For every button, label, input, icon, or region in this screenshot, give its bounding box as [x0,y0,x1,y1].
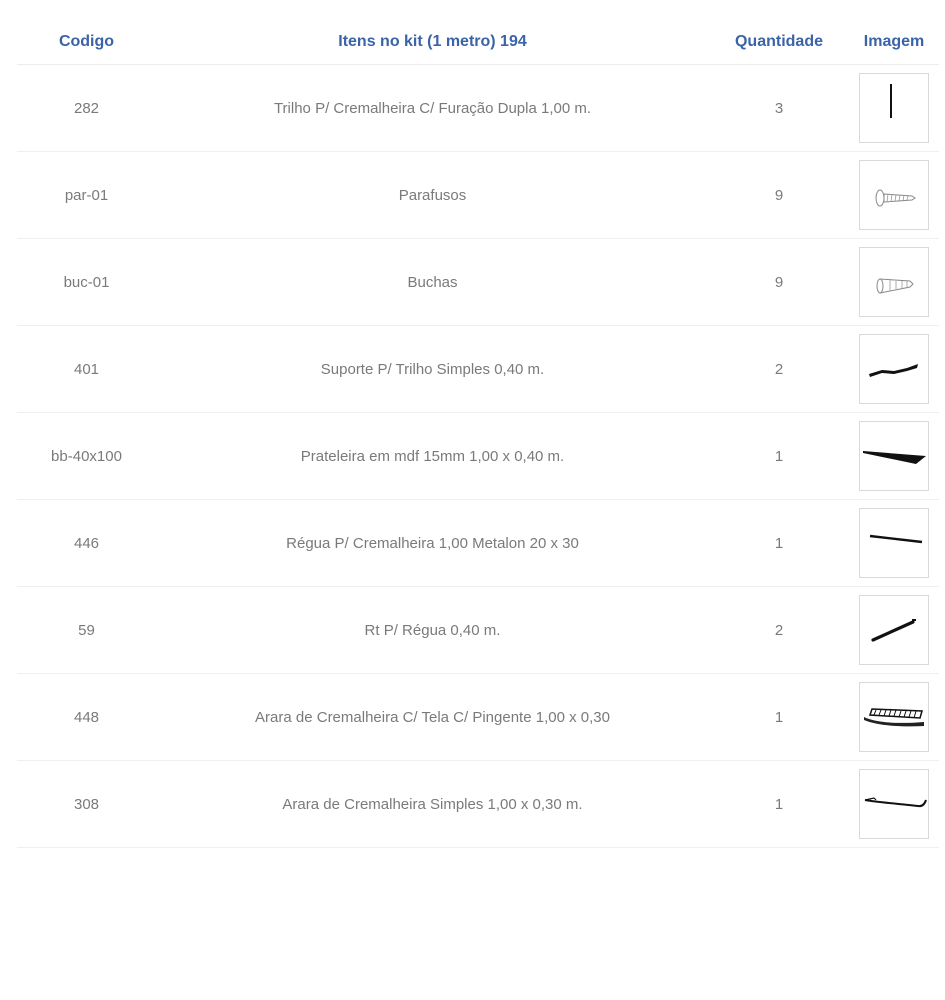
table-row [17,674,939,761]
table-header-row [17,20,939,65]
screw-icon[interactable] [859,160,929,230]
cell-item: Buchas [156,239,709,326]
cell-image [849,587,939,674]
cell-item: Parafusos [156,152,709,239]
cell-item: Arara de Cremalheira Simples 1,00 x 0,30 m. [156,761,709,848]
cell-image [849,152,939,239]
table-row [17,326,939,413]
cell-item: Trilho P/ Cremalheira C/ Furação Dupla 1,00 m. [156,65,709,152]
cell-quantity: 1 [709,761,849,848]
cell-quantity: 1 [709,500,849,587]
cell-image [849,674,939,761]
table-row [17,413,939,500]
cell-code: bb-40x100 [17,413,156,500]
cell-code: 59 [17,587,156,674]
header-quantity: Quantidade [709,20,849,65]
rack-with-mesh-icon[interactable] [859,682,929,752]
cell-code: 282 [17,65,156,152]
cell-code: par-01 [17,152,156,239]
table-row [17,587,939,674]
cell-image [849,413,939,500]
cell-image [849,239,939,326]
cell-item: Régua P/ Cremalheira 1,00 Metalon 20 x 30 [156,500,709,587]
wall-plug-icon[interactable] [859,247,929,317]
cell-code: buc-01 [17,239,156,326]
bracket-icon[interactable] [859,334,929,404]
simple-rack-icon[interactable] [859,769,929,839]
cell-code: 401 [17,326,156,413]
cell-quantity: 1 [709,413,849,500]
cell-quantity: 9 [709,239,849,326]
vertical-rail-icon[interactable] [859,73,929,143]
cell-code: 448 [17,674,156,761]
shelf-board-icon[interactable] [859,421,929,491]
table-row [17,500,939,587]
cell-quantity: 9 [709,152,849,239]
support-arm-icon[interactable] [859,595,929,665]
header-image: Imagem [849,20,939,65]
table-row [17,152,939,239]
cell-image [849,761,939,848]
header-code: Codigo [17,20,156,65]
cell-image [849,65,939,152]
cell-quantity: 2 [709,587,849,674]
cell-item: Arara de Cremalheira C/ Tela C/ Pingente 1,00 x 0,30 [156,674,709,761]
table-row [17,65,939,152]
table-row [17,761,939,848]
cell-quantity: 1 [709,674,849,761]
cell-item: Suporte P/ Trilho Simples 0,40 m. [156,326,709,413]
cell-quantity: 3 [709,65,849,152]
header-item: Itens no kit (1 metro) 194 [156,20,709,65]
cell-quantity: 2 [709,326,849,413]
cell-code: 308 [17,761,156,848]
cell-item: Prateleira em mdf 15mm 1,00 x 0,40 m. [156,413,709,500]
metal-bar-icon[interactable] [859,508,929,578]
cell-image [849,326,939,413]
cell-item: Rt P/ Régua 0,40 m. [156,587,709,674]
kit-items-table [17,20,939,848]
cell-image [849,500,939,587]
cell-code: 446 [17,500,156,587]
table-row [17,239,939,326]
